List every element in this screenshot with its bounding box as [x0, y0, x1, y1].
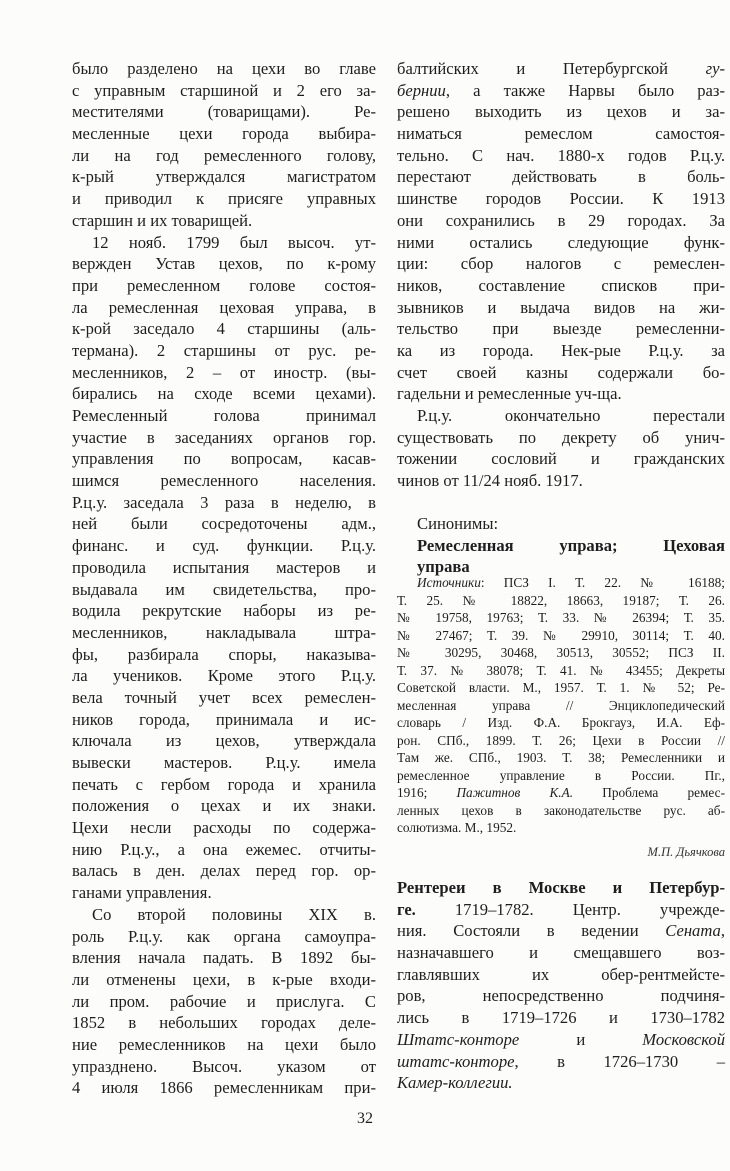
left-line: было разделено на цехи во главе: [72, 59, 376, 78]
entry-line: [397, 899, 725, 921]
left-line: Р.ц.у. заседала 3 раза в неделю, в: [72, 492, 376, 512]
right-line: ции: сбор налогов с ремеслен-: [397, 254, 725, 274]
left-line: вела точный учет всех ремеслен-: [72, 687, 376, 707]
sources-line: Т. 25. № 18822, 18663, 19187; Т. 26.: [397, 592, 725, 608]
right-column-continuation: [397, 58, 725, 492]
right-line: гадельни и ремесленные уч-ща.: [397, 384, 622, 404]
right-line: Р.ц.у. окончательно перестали: [417, 406, 725, 425]
sources-line: № 19758, 19763; Т. 33. № 26394; Т. 35.: [397, 610, 725, 625]
left-line: вывески мастеров. Р.ц.у. имела: [72, 753, 376, 772]
text-segment: балтийских и Петербургской: [397, 59, 706, 78]
bold-segment: управа: [417, 557, 470, 577]
left-line: положения о цехах и их знаки.: [72, 796, 376, 816]
left-line: ли на год ремесленного голову,: [72, 145, 376, 165]
text-segment: 1916;: [397, 785, 457, 800]
entry-line: [397, 920, 725, 942]
italic-segment: Сената: [665, 921, 721, 941]
right-line: чинов от 11/24 нояб. 1917.: [397, 471, 583, 491]
italic-segment: гу-: [705, 59, 725, 78]
left-line: местителями (товарищами). Ре-: [72, 102, 376, 122]
italic-segment: бернии: [397, 80, 446, 100]
left-line: водила рекрутские наборы из ре-: [72, 601, 376, 621]
left-line: печать с гербом города и хранила: [72, 774, 376, 794]
author-signature: М.П. Дьячкова: [647, 845, 725, 859]
left-line: валась в ден. делах перед гор. ор-: [72, 861, 376, 881]
italic-segment: штатс-конторе: [397, 1051, 515, 1071]
page-number: 32: [357, 1110, 373, 1127]
sources-line: солютизма. М., 1952.: [397, 820, 517, 835]
left-line: бирались на сходе всеми цехами).: [72, 384, 376, 404]
left-line: управления по вопросам, касав-: [72, 449, 376, 469]
text-segment: и: [519, 1029, 643, 1049]
italic-segment: Камер-коллегии.: [397, 1073, 513, 1093]
right-line: тельство при выезде ремесленни-: [397, 319, 725, 339]
bold-segment: ге.: [397, 899, 416, 919]
entry-line: [397, 877, 725, 899]
left-line: месленников, накладывала штра-: [72, 622, 376, 642]
left-line: к-рый утверждался магистратом: [72, 167, 376, 187]
right-line: ников, составление списков при-: [397, 275, 725, 295]
sources-line: месленная управа // Энциклопедический: [397, 697, 725, 713]
left-line: роль Р.ц.у. как органа самоупра-: [72, 926, 376, 946]
left-line: ли отменены цехи, в к-рые входи-: [72, 969, 376, 989]
left-line: с управным старшиной и 2 его за-: [72, 80, 376, 100]
left-line: ников города, принимала и ис-: [72, 709, 376, 729]
left-line: ней были сосредоточены адм.,: [72, 514, 376, 534]
left-line: участие в заседаниях органов гор.: [72, 427, 376, 447]
left-line: к-рой заседало 4 старшины (аль-: [72, 319, 376, 339]
entry-line: лись в 1719–1726 и 1730–1782: [397, 1008, 725, 1028]
text-segment: Проблема ремес-: [573, 785, 725, 800]
sources-line: № 30295, 30468, 30513, 30552; ПСЗ II.: [397, 645, 725, 660]
text-segment: 1719–1782. Центр. учрежде-: [415, 899, 725, 919]
left-line: старшин и их товарищей.: [72, 210, 253, 230]
left-line: ключала из цехов, утверждала: [72, 731, 376, 751]
bold-segment: Ремесленная управа; Цеховая: [417, 535, 725, 555]
sources-line: [397, 574, 725, 592]
right-line: [397, 80, 725, 102]
left-line: шимся ремесленного населения.: [72, 471, 376, 491]
entry-line: [397, 1072, 725, 1094]
right-line: тожении сословий и гражданских: [397, 449, 725, 469]
left-line: ние ремесленников на цехи было: [72, 1034, 376, 1054]
entry-line: ров, непосредственно подчиня-: [397, 986, 725, 1006]
entry-line: [397, 1051, 725, 1073]
entry-line: назначавшего и смещавшего воз-: [397, 943, 725, 963]
italic-segment: Источники: [417, 575, 481, 590]
right-line: зывников и выдача видов на жи-: [397, 297, 725, 317]
sources-line: ленных цехов в законодательстве рус. аб-: [397, 802, 725, 818]
text-segment: ния. Состояли в ведении: [397, 921, 666, 941]
right-line: тельно. С нач. 1880-х годов Р.ц.у.: [397, 145, 725, 165]
text-segment: ,: [720, 921, 725, 941]
left-line: месленников, 2 – от иностр. (вы-: [72, 362, 376, 382]
left-line: фы, разбирала споры, наказыва-: [72, 644, 376, 664]
left-line: упразднено. Высоч. указом от: [72, 1056, 376, 1076]
left-line: Ремесленный голова принимал: [72, 406, 376, 425]
text-segment: , в 1726–1730 –: [514, 1051, 725, 1071]
left-line: термана). 2 старшины от рус. ре-: [72, 340, 376, 360]
sources-block: [397, 574, 725, 837]
synonyms-line: [397, 535, 725, 557]
left-line: и приводил к присяге управных: [72, 189, 376, 209]
sources-line: [397, 784, 725, 802]
left-line: 1852 в небольших городах деле-: [72, 1013, 376, 1033]
left-line: месленные цехи города выбира-: [72, 124, 376, 144]
sources-line: Советской власти. М., 1957. Т. 1. № 52; Ре-: [397, 680, 725, 695]
left-line: проводила испытания мастеров и: [72, 557, 376, 577]
right-line: существовать по декрету об унич-: [397, 427, 725, 447]
right-line: [397, 58, 725, 80]
sources-line: № 27467; Т. 39. № 29910, 30114; Т. 40.: [397, 627, 725, 643]
text-segment: : ПСЗ I. Т. 22. № 16188;: [480, 575, 725, 590]
entry-line: [397, 1029, 725, 1051]
sources-line: ремесленное управление в России. Пг.,: [397, 767, 725, 783]
left-line: 12 нояб. 1799 был высоч. ут-: [92, 232, 376, 252]
left-line: финанс. и суд. функции. Р.ц.у.: [72, 536, 376, 556]
right-line: ниматься ремеслом самостоя-: [397, 124, 725, 144]
right-line: они сохранились в 29 городах. За: [397, 210, 725, 230]
left-line: вержден Устав цехов, по к-рому: [72, 254, 376, 274]
right-line: решено выходить из цехов и за-: [397, 102, 725, 122]
right-line: шинстве городов России. К 1913: [397, 189, 725, 209]
bold-segment: Рентереи в Москве и Петербур-: [397, 878, 725, 897]
right-line: ними остались следующие функ-: [397, 232, 725, 252]
left-line: Цехи несли расходы по содержа-: [72, 818, 376, 838]
entry-renterei: [397, 877, 725, 1094]
entry-line: главлявших их обер-рентмейсте-: [397, 964, 725, 984]
right-line: перестают действовать в боль-: [397, 167, 725, 187]
italic-segment: Пажитнов К.А.: [456, 785, 574, 800]
italic-segment: Московской: [642, 1029, 725, 1049]
synonyms-line: Синонимы:: [417, 514, 499, 533]
left-line: вления начала падать. В 1892 бы-: [72, 948, 376, 968]
right-line: ка из города. Нек-рые Р.ц.у. за: [397, 340, 725, 360]
sources-line: Т. 37. № 38078; Т. 41. № 43455; Декреты: [397, 662, 725, 678]
sources-line: рон. СПб., 1899. Т. 26; Цехи в России //: [397, 732, 725, 748]
left-line: Со второй половины XIX в.: [92, 904, 376, 924]
italic-segment: Штатс-конторе: [397, 1029, 520, 1049]
left-line: ла ремесленная цеховая управа, в: [72, 297, 376, 317]
left-line: при ремесленном голове состоя-: [72, 275, 376, 295]
text-segment: , а также Нарвы было раз-: [445, 80, 725, 100]
left-line: ли пром. рабочие и прислуга. С: [72, 991, 376, 1011]
sources-line: словарь / Изд. Ф.А. Брокгауз, И.А. Еф-: [397, 715, 725, 730]
left-line: ганами управления.: [72, 883, 212, 903]
left-line: 4 июля 1866 ремесленникам при-: [72, 1078, 376, 1098]
left-line: выдавала им свидетельства, про-: [72, 579, 376, 599]
sources-line: Там же. СПб., 1903. Т. 38; Ремесленники и: [397, 750, 725, 765]
synonyms-block: [397, 513, 725, 578]
left-column: [72, 58, 376, 1099]
right-line: счет своей казны содержали бо-: [397, 362, 725, 382]
left-line: ла учеников. Кроме этого Р.ц.у.: [72, 666, 376, 686]
left-line: нию Р.ц.у., а она ежемес. отчиты-: [72, 839, 376, 859]
